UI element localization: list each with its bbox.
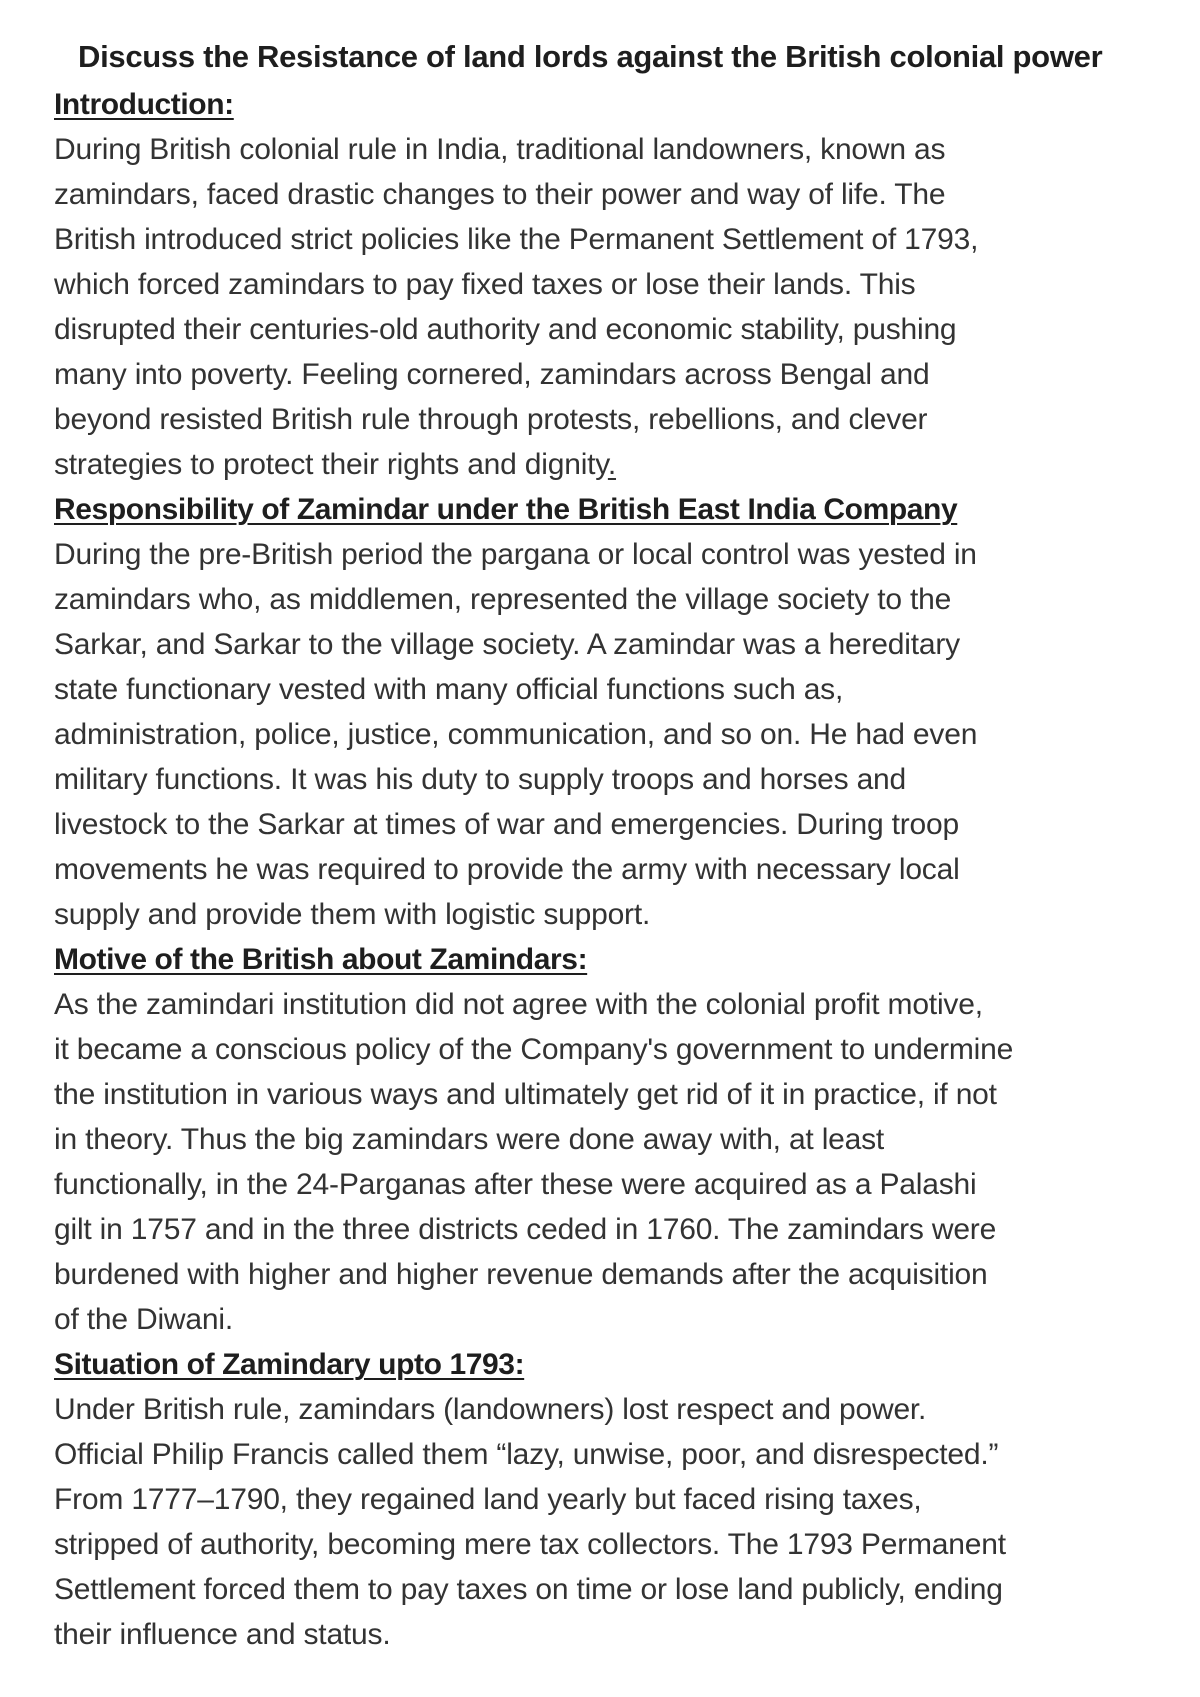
text-line: which forced zamindars to pay fixed taxes or lose their lands. This <box>54 268 916 301</box>
text-line: Sarkar, and Sarkar to the village society. A zamindar was a hereditary <box>54 628 960 661</box>
text-line: Settlement forced them to pay taxes on time or lose land publicly, ending <box>54 1573 1003 1606</box>
text-line: movements he was required to provide the army with necessary local <box>54 853 960 886</box>
text-line: gilt in 1757 and in the three districts ceded in 1760. The zamindars were <box>54 1213 997 1246</box>
section-heading: Situation of Zamindary upto 1793: <box>54 1348 525 1381</box>
underlined-period: . <box>607 448 617 481</box>
section-body <box>54 982 1164 1342</box>
text-line: During the pre-British period the pargana or local control was yested in <box>54 538 977 571</box>
text-line: burdened with higher and higher revenue demands after the acquisition <box>54 1258 988 1291</box>
text-line: in theory. Thus the big zamindars were done away with, at least <box>54 1123 885 1156</box>
document-page <box>54 36 1164 1657</box>
text-line: From 1777–1790, they regained land yearly but faced rising taxes, <box>54 1483 922 1516</box>
text-line: state functionary vested with many official functions such as, <box>54 673 844 706</box>
text-line: supply and provide them with logistic support. <box>54 898 651 931</box>
text-line: beyond resisted British rule through protests, rebellions, and clever <box>54 403 928 436</box>
text-line <box>54 442 1164 487</box>
section-heading: Responsibility of Zamindar under the British East India Company <box>54 493 958 526</box>
text-line: During British colonial rule in India, traditional landowners, known as <box>54 133 946 166</box>
text-line: livestock to the Sarkar at times of war and emergencies. During troop <box>54 808 959 841</box>
text-line: zamindars, faced drastic changes to their power and way of life. The <box>54 178 946 211</box>
section-body <box>54 127 1164 487</box>
text-line: British introduced strict policies like the Permanent Settlement of 1793, <box>54 223 979 256</box>
section-situation <box>54 1342 1164 1657</box>
text-line-content: strategies to protect their rights and dignity <box>54 448 608 481</box>
text-line: many into poverty. Feeling cornered, zamindars across Bengal and <box>54 358 930 391</box>
text-line: disrupted their centuries-old authority and economic stability, pushing <box>54 313 957 346</box>
text-line: of the Diwani. <box>54 1303 233 1336</box>
text-line: administration, police, justice, communication, and so on. He had even <box>54 718 978 751</box>
section-heading: Motive of the British about Zamindars: <box>54 943 588 976</box>
document-title: Discuss the Resistance of land lords against the British colonial power <box>78 39 1103 74</box>
text-line: military functions. It was his duty to supply troops and horses and <box>54 763 907 796</box>
section-introduction <box>54 82 1164 487</box>
text-line: As the zamindari institution did not agree with the colonial profit motive, <box>54 988 983 1021</box>
text-line: zamindars who, as middlemen, represented the village society to the <box>54 583 952 616</box>
text-line: their influence and status. <box>54 1618 391 1651</box>
text-line: stripped of authority, becoming mere tax collectors. The 1793 Permanent <box>54 1528 1006 1561</box>
text-line: Official Philip Francis called them “lazy, unwise, poor, and disrespected.” <box>54 1438 999 1471</box>
text-line: the institution in various ways and ultimately get rid of it in practice, if not <box>54 1078 997 1111</box>
section-responsibility <box>54 487 1164 937</box>
section-body <box>54 532 1164 937</box>
text-line: it became a conscious policy of the Company's government to undermine <box>54 1033 1014 1066</box>
section-motive <box>54 937 1164 1342</box>
text-line: Under British rule, zamindars (landowners) lost respect and power. <box>54 1393 927 1426</box>
section-body <box>54 1387 1164 1657</box>
text-line: functionally, in the 24-Parganas after these were acquired as a Palashi <box>54 1168 977 1201</box>
section-heading: Introduction: <box>54 88 234 121</box>
